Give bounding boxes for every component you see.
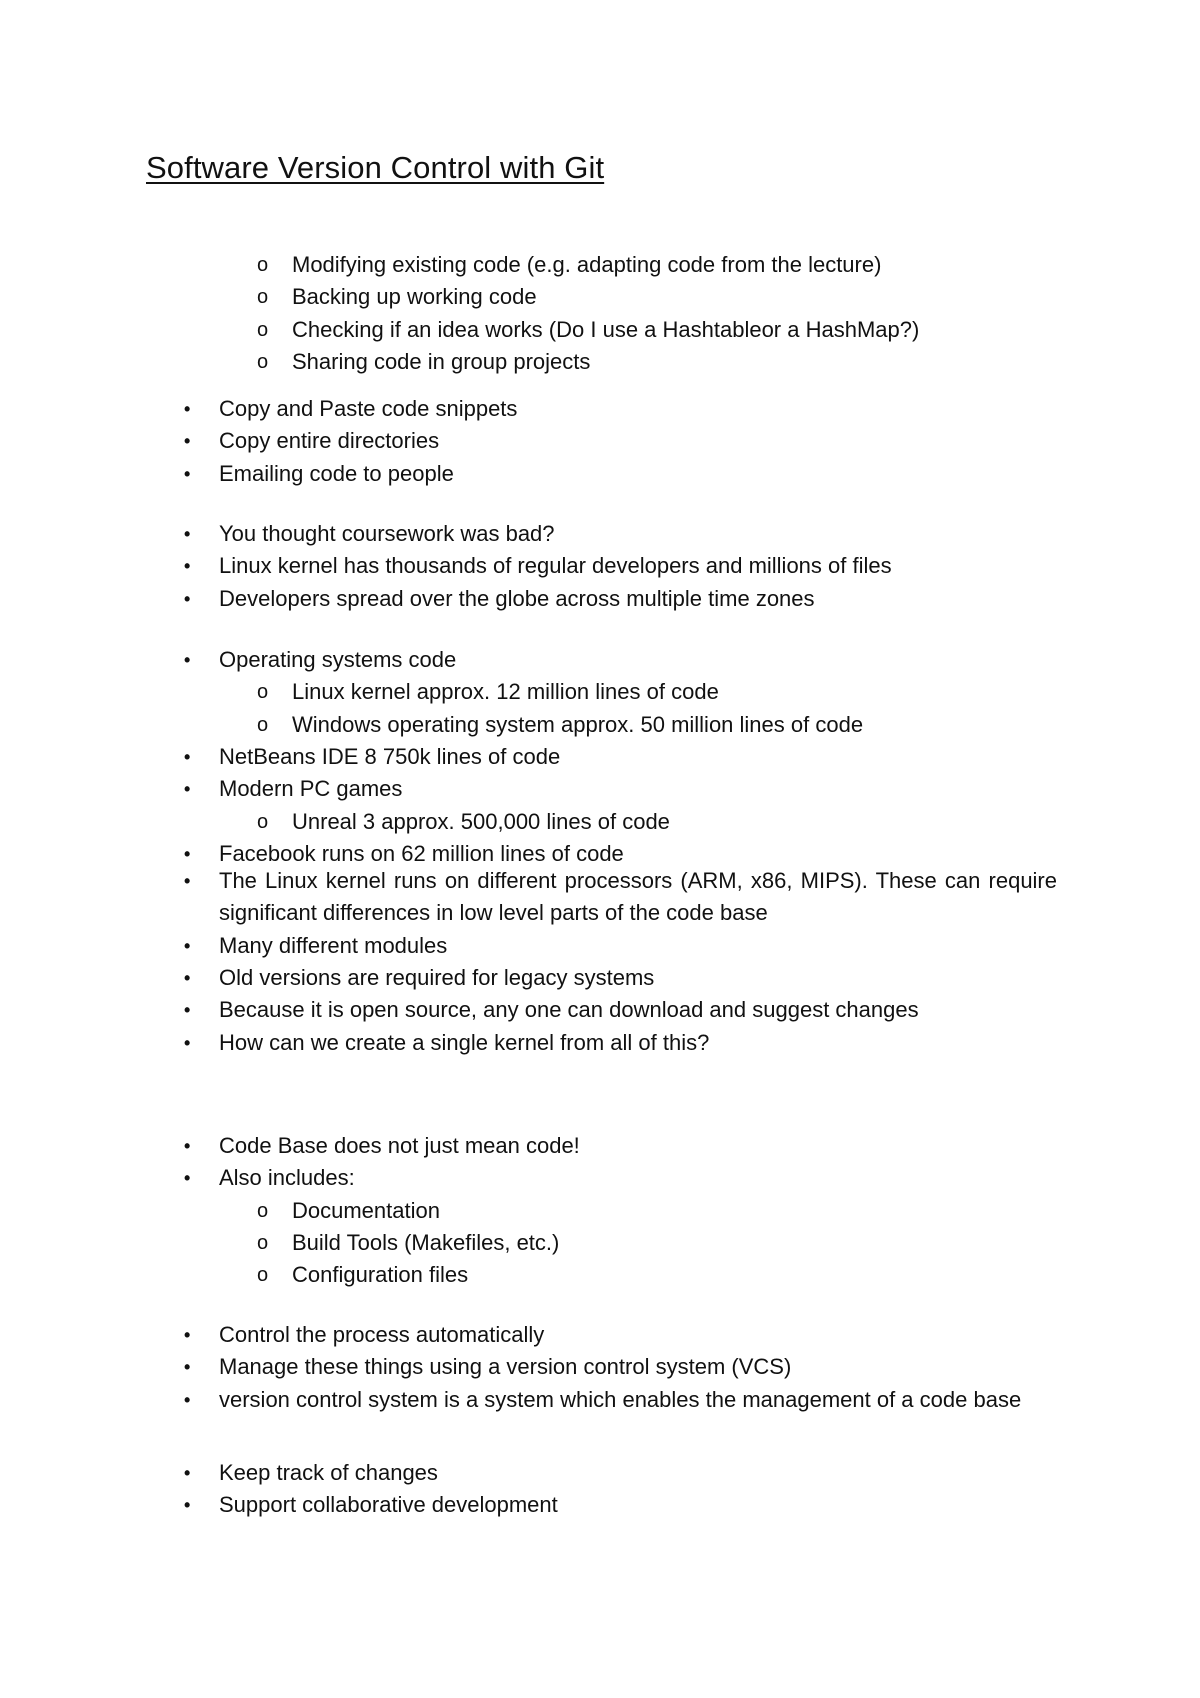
list-item [184,773,403,805]
sub-bullet-marker: o [257,810,269,833]
list-item-text: Because it is open source, any one can download and suggest changes [219,997,919,1023]
list-item-text: Code Base does not just mean code! [219,1133,580,1158]
list-item-text: Documentation [292,1197,440,1223]
list-item-text: Windows operating system approx. 50 million lines of code [292,711,864,737]
list-item-text: version control system is a system which enables the management of a code base [219,1386,1022,1412]
bullet-marker: • [184,650,191,670]
list-item-text: Old versions are required for legacy systems [219,964,655,990]
list-item [184,930,448,962]
sub-bullet-marker: o [257,1231,269,1254]
list-item [184,1130,580,1162]
list-item-text: Sharing code in group projects [292,348,591,374]
sub-bullet-marker: o [257,318,269,341]
list-item [184,1489,558,1521]
bullet-marker: • [184,1032,191,1053]
list-item-text: Copy entire directories [219,428,440,454]
list-item [184,994,919,1026]
bullet-marker: • [184,871,191,891]
list-item-text: Linux kernel approx. 12 million lines of code [292,679,719,705]
bullet-marker: • [184,463,191,484]
bullet-marker: • [184,935,191,956]
sub-bullet-marker: o [257,1264,269,1287]
bullet-marker: • [184,843,191,864]
list-item [184,1162,355,1194]
list-item [184,1027,710,1059]
list-item-text: Backing up working code [292,284,537,310]
sub-list-item [257,249,882,281]
sub-bullet-marker: o [257,1199,269,1222]
list-item-text: Build Tools (Makefiles, etc.) [292,1229,560,1255]
bullet-marker: • [184,399,191,419]
list-item [184,962,655,994]
bullet-marker: • [184,1000,191,1021]
list-item [184,1351,792,1383]
list-item-text: Unreal 3 approx. 500,000 lines of code [292,808,670,834]
list-item-text: Linux kernel has thousands of regular developers and millions of files [219,553,892,579]
bullet-marker: • [184,524,191,544]
page-title: Software Version Control with Git [146,150,605,185]
list-item-text: You thought coursework was bad? [219,521,555,546]
sub-bullet-marker: o [257,681,269,704]
list-item-text: Keep track of changes [219,1460,438,1485]
bullet-marker: • [184,431,191,452]
bullet-marker: • [184,1325,191,1345]
bullet-marker: • [184,967,191,988]
list-item-text: Modern PC games [219,776,403,802]
bullet-marker: • [184,556,191,577]
list-item [184,518,555,550]
list-item-text: Copy and Paste code snippets [219,396,518,421]
bullet-marker: • [184,1357,191,1378]
sub-bullet-marker: o [257,286,269,309]
sub-bullet-marker: o [257,713,269,736]
list-item-text: Configuration files [292,1262,469,1288]
list-item [184,393,518,425]
list-item [184,741,561,773]
list-item-text: How can we create a single kernel from all of this? [219,1029,710,1055]
list-item-text: Manage these things using a version control system (VCS) [219,1354,792,1380]
list-item [184,644,457,676]
list-item-text: Also includes: [219,1165,355,1191]
list-item [184,1384,1022,1416]
list-item [184,583,815,615]
list-item-text: Support collaborative development [219,1492,558,1518]
bullet-marker: • [184,779,191,800]
list-item [184,1457,438,1489]
bullet-marker: • [184,1463,191,1483]
bullet-marker: • [184,746,191,767]
list-item-text: The Linux kernel runs on different processors (ARM, x86, MIPS). These can require significant differences in low level parts of the code base [219,868,1057,925]
sub-list-item [257,806,670,838]
bullet-marker: • [184,1495,191,1516]
sub-list-item [257,314,920,346]
list-item [184,550,892,582]
list-item-text: Modifying existing code (e.g. adapting code from the lecture) [292,252,882,277]
bullet-marker: • [184,1136,191,1156]
sub-bullet-marker: o [257,254,269,276]
list-item-text: Control the process automatically [219,1322,545,1347]
list-item-text: Many different modules [219,932,448,958]
sub-bullet-marker: o [257,350,269,373]
sub-list-item [257,1259,469,1291]
list-item [184,425,440,457]
list-item [184,1319,545,1351]
sub-list-item [257,346,591,378]
sub-list-item [257,1195,440,1227]
bullet-marker: • [184,588,191,609]
list-item-text: Facebook runs on 62 million lines of code [219,840,624,866]
list-item [184,458,454,490]
bullet-marker: • [184,1168,191,1189]
sub-list-item [257,1227,560,1259]
list-item-text: Operating systems code [219,647,457,672]
sub-list-item [257,676,719,708]
list-item-text: NetBeans IDE 8 750k lines of code [219,743,561,769]
list-item-text: Developers spread over the globe across multiple time zones [219,585,815,611]
sub-list-item [257,281,537,313]
list-item-text: Emailing code to people [219,460,454,486]
bullet-marker: • [184,1389,191,1410]
list-item-text: Checking if an idea works (Do I use a Hashtableor a HashMap?) [292,316,920,342]
sub-list-item [257,709,864,741]
list-item [184,865,1057,929]
